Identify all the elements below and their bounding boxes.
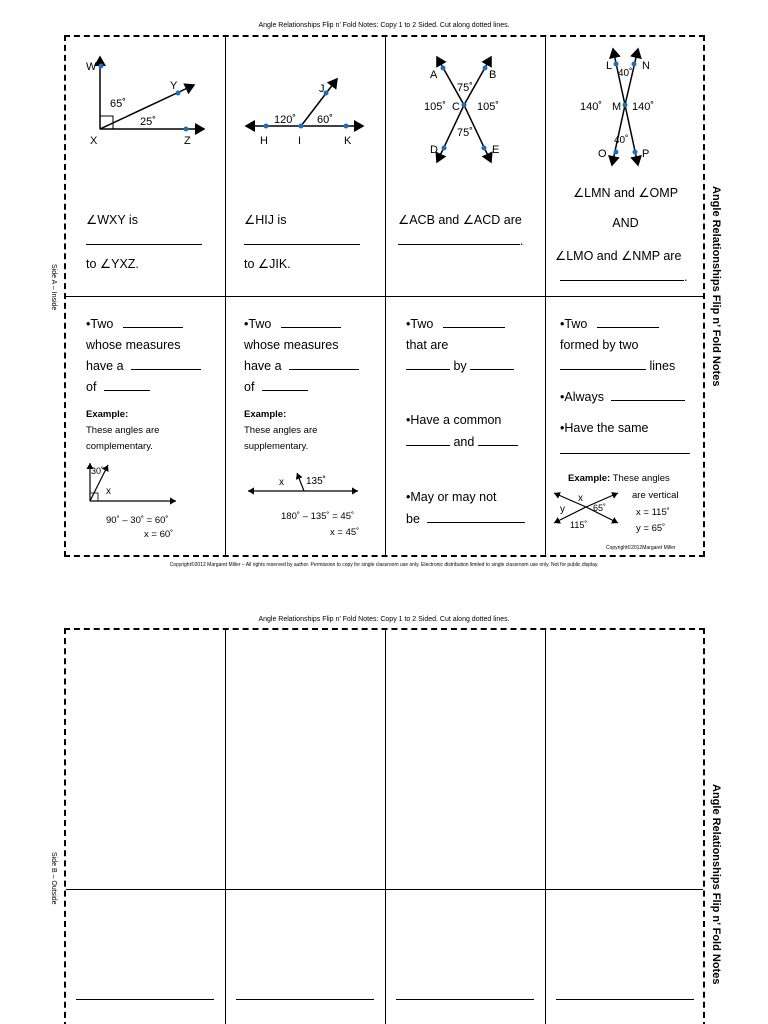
angle-60-label: 60˚ (317, 114, 333, 126)
answer-blank[interactable] (560, 443, 690, 457)
example-equation: 180˚ – 135˚ = 45˚ (281, 511, 355, 522)
note-line: lines (560, 359, 675, 373)
note-line: be (406, 512, 525, 526)
point-n-label: N (642, 60, 650, 72)
answer-blank[interactable] (86, 234, 202, 248)
example-x-label: x (106, 486, 111, 497)
note-line: whose measures (244, 338, 339, 352)
question-line-2: ∠LMO and ∠NMP are (555, 249, 682, 263)
intersecting-lines-figure (386, 37, 545, 177)
point-p-label: P (642, 148, 650, 160)
example-text: supplementary. (244, 441, 309, 452)
vertical-example-figure (546, 489, 705, 539)
sheet-b-header: Angle Relationships Flip n’ Fold Notes: Copy 1 to 2 Sided. Cut along dotted lines. (258, 616, 510, 623)
answer-blank[interactable] (244, 234, 360, 248)
title-blank[interactable] (546, 985, 705, 1005)
title-blank[interactable] (66, 985, 225, 1005)
angle-left-label: 140˚ (580, 101, 603, 113)
question-line-1: ∠ACB and ∠ACD are (398, 213, 522, 227)
point-z-label: Z (184, 135, 191, 147)
note-line: have a (244, 359, 359, 373)
example-text: complementary. (86, 441, 153, 452)
note-line: •Two (406, 317, 505, 331)
example-y-label: y (560, 504, 565, 515)
panel-vertical-notes (546, 297, 705, 557)
question-line-1: ∠LMN and ∠OMP (572, 186, 679, 200)
point-b-label: B (489, 69, 497, 81)
divider (385, 630, 386, 1024)
example-equation: y = 65˚ (636, 523, 666, 534)
panel-supplementary-top (226, 37, 385, 296)
example-x-label: x (279, 477, 284, 488)
sheet-a (64, 35, 705, 557)
example-text: Example: These angles (568, 473, 670, 484)
point-m-label: M (612, 101, 622, 113)
note-line: whose measures (86, 338, 181, 352)
example-answer: x = 45˚ (330, 527, 360, 538)
point-d-label: D (430, 144, 438, 156)
note-line: by (406, 359, 514, 373)
panel-linear-pair-notes (386, 297, 545, 557)
point-x-label: X (90, 135, 98, 147)
panel-linear-pair-top (386, 37, 545, 296)
complementary-example-figure (66, 457, 225, 517)
angle-left-label: 105˚ (424, 101, 447, 113)
angle-120-label: 120˚ (274, 114, 297, 126)
divider (545, 630, 546, 1024)
point-o-label: O (598, 148, 607, 160)
example-angle-label: 30˚ (91, 466, 105, 476)
example-label: Example: (244, 409, 287, 420)
angle-top-label: 75˚ (457, 82, 473, 94)
title-blank[interactable] (226, 985, 385, 1005)
angle-top-label: 40˚ (618, 68, 633, 79)
point-k-label: K (344, 135, 352, 147)
angle-bottom-label: 75˚ (457, 127, 473, 139)
note-line: that are (406, 338, 449, 352)
fold-line (66, 889, 703, 890)
example-equation: 90˚ – 30˚ = 60˚ (106, 515, 169, 526)
angle-right-label: 140˚ (632, 101, 655, 113)
point-l-label: L (606, 60, 613, 72)
question-line-2: to ∠JIK. (244, 257, 291, 271)
note-line: •Two (244, 317, 341, 331)
point-j-label: J (319, 83, 325, 95)
angle-65-label: 65˚ (110, 98, 126, 110)
angle-right-label: 105˚ (477, 101, 500, 113)
note-line: •Two (560, 317, 659, 331)
example-text: These angles are (244, 425, 318, 436)
side-b-label: Side B – Outside (50, 852, 57, 905)
angle-bottom-label: 40˚ (614, 135, 629, 146)
example-115-label: 115˚ (570, 520, 588, 530)
supplementary-example-figure (226, 467, 385, 517)
sheet-b (64, 628, 705, 1024)
example-x-label: x (578, 493, 583, 504)
example-angle-label: 135˚ (306, 476, 327, 487)
note-line: and (406, 435, 518, 449)
point-y-label: Y (170, 80, 178, 92)
panel-complementary-notes (66, 297, 225, 557)
panel-copyright: Copyright©2012Margaret Miller (606, 545, 676, 551)
title-blank[interactable] (386, 985, 545, 1005)
note-line: •May or may not (406, 490, 497, 504)
question-line-1: ∠HIJ is (244, 213, 287, 227)
footer-copyright: Copyright©2012 Margaret Miller – All rights reserved by author. Permission to copy for single classroom use only. Electronic distribution limited to single classroom use only. Not for public display. (169, 562, 599, 568)
answer-line[interactable] (398, 234, 523, 248)
question-line-2: to ∠YXZ. (86, 257, 139, 271)
note-line: •Always (560, 390, 685, 404)
side-a-label: Side A – Inside (50, 264, 57, 311)
point-w-label: W (86, 61, 97, 73)
note-line: •Have a common (406, 413, 502, 427)
point-a-label: A (430, 69, 438, 81)
panel-complementary-top (66, 37, 225, 296)
note-line: of (86, 380, 150, 394)
example-text: are vertical (632, 490, 679, 501)
side-b-title: Angle Relationships Flip n’ Fold Notes (710, 784, 722, 985)
note-line: of (244, 380, 308, 394)
complementary-angle-figure (66, 37, 225, 157)
question-and: AND (612, 216, 639, 230)
divider (225, 630, 226, 1024)
note-line: have a (86, 359, 201, 373)
note-line: •Have the same (560, 421, 649, 435)
note-line: •Two (86, 317, 183, 331)
question-line-1: ∠WXY is (86, 213, 138, 227)
point-i-label: I (298, 135, 302, 147)
answer-line[interactable] (560, 270, 687, 284)
example-equation: x = 115˚ (636, 507, 670, 518)
example-answer: x = 60˚ (144, 529, 174, 540)
point-c-label: C (452, 101, 460, 113)
sheet-a-header: Angle Relationships Flip n’ Fold Notes: Copy 1 to 2 Sided. Cut along dotted lines. (258, 22, 510, 29)
example-65-label: 65˚ (593, 503, 607, 513)
vertical-angles-figure (546, 37, 705, 177)
point-h-label: H (260, 135, 268, 147)
period-text: . (684, 270, 688, 284)
example-label: Example: (86, 409, 129, 420)
note-line: formed by two (560, 338, 639, 352)
angle-25-label: 25˚ (140, 116, 156, 128)
example-text: These angles are (86, 425, 160, 436)
point-e-label: E (492, 144, 500, 156)
panel-vertical-top (546, 37, 705, 296)
supplementary-angle-figure (226, 37, 385, 157)
panel-supplementary-notes (226, 297, 385, 557)
side-a-title: Angle Relationships Flip n’ Fold Notes (710, 186, 722, 387)
period-text: . (520, 234, 524, 248)
